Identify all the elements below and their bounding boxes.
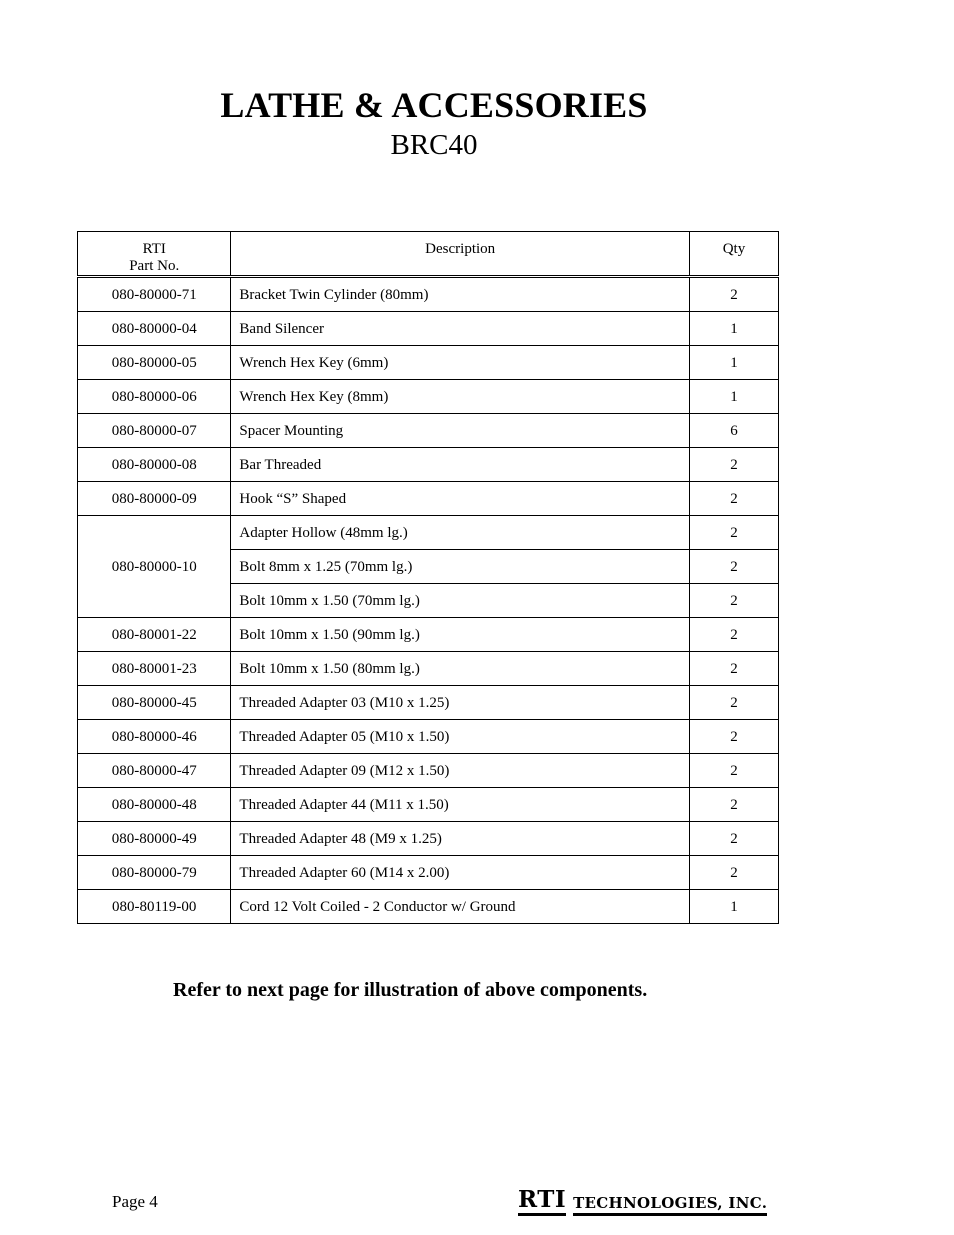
table-row xyxy=(78,448,779,482)
table-row xyxy=(78,856,779,890)
part-number-cell: 080-80000-10 xyxy=(78,516,231,618)
description-cell: Bolt 10mm x 1.50 (90mm lg.) xyxy=(231,618,689,652)
part-number-cell: 080-80000-71 xyxy=(78,277,231,312)
qty-cell: 2 xyxy=(689,277,778,312)
table-row xyxy=(78,788,779,822)
description-cell: Bolt 10mm x 1.50 (70mm lg.) xyxy=(231,584,689,618)
description-cell: Bolt 10mm x 1.50 (80mm lg.) xyxy=(231,652,689,686)
table-row xyxy=(78,380,779,414)
part-number-cell: 080-80000-05 xyxy=(78,346,231,380)
qty-cell: 2 xyxy=(689,550,778,584)
description-cell: Threaded Adapter 60 (M14 x 2.00) xyxy=(231,856,689,890)
table-row xyxy=(78,277,779,312)
table-row xyxy=(78,890,779,924)
illustration-note: Refer to next page for illustration of above components. xyxy=(173,979,648,1001)
logo-rti-text: RTI xyxy=(518,1187,566,1216)
parts-table xyxy=(77,231,779,924)
header-part-line2: Part No. xyxy=(129,258,180,274)
qty-cell: 2 xyxy=(689,720,778,754)
description-cell: Threaded Adapter 03 (M10 x 1.25) xyxy=(231,686,689,720)
part-number-cell: 080-80119-00 xyxy=(78,890,231,924)
qty-cell: 1 xyxy=(689,346,778,380)
description-cell: Cord 12 Volt Coiled - 2 Conductor w/ Ground xyxy=(231,890,689,924)
table-row xyxy=(78,482,779,516)
header-description: Description xyxy=(231,232,689,277)
description-cell: Wrench Hex Key (8mm) xyxy=(231,380,689,414)
description-cell: Band Silencer xyxy=(231,312,689,346)
table-row xyxy=(78,686,779,720)
description-cell: Hook “S” Shaped xyxy=(231,482,689,516)
qty-cell: 2 xyxy=(689,618,778,652)
qty-cell: 2 xyxy=(689,448,778,482)
description-cell: Threaded Adapter 09 (M12 x 1.50) xyxy=(231,754,689,788)
page-number: Page 4 xyxy=(112,1192,158,1211)
model-subtitle: BRC40 xyxy=(390,129,478,161)
part-number-cell: 080-80000-46 xyxy=(78,720,231,754)
part-number-cell: 080-80000-08 xyxy=(78,448,231,482)
table-row xyxy=(78,754,779,788)
table-row xyxy=(78,652,779,686)
qty-cell: 1 xyxy=(689,312,778,346)
qty-cell: 2 xyxy=(689,788,778,822)
qty-cell: 2 xyxy=(689,652,778,686)
qty-cell: 2 xyxy=(689,856,778,890)
description-cell: Threaded Adapter 48 (M9 x 1.25) xyxy=(231,822,689,856)
description-cell: Bracket Twin Cylinder (80mm) xyxy=(231,277,689,312)
table-body xyxy=(78,277,779,924)
qty-cell: 2 xyxy=(689,686,778,720)
description-cell: Threaded Adapter 44 (M11 x 1.50) xyxy=(231,788,689,822)
part-number-cell: 080-80000-07 xyxy=(78,414,231,448)
part-number-cell: 080-80000-06 xyxy=(78,380,231,414)
table-header xyxy=(78,232,779,277)
table-row xyxy=(78,720,779,754)
header-row xyxy=(78,232,779,277)
qty-cell: 6 xyxy=(689,414,778,448)
description-cell: Adapter Hollow (48mm lg.) xyxy=(231,516,689,550)
table-row xyxy=(78,516,779,550)
table-row xyxy=(78,414,779,448)
part-number-cell: 080-80000-09 xyxy=(78,482,231,516)
part-number-cell: 080-80000-48 xyxy=(78,788,231,822)
logo-company-text: TECHNOLOGIES, INC. xyxy=(573,1194,767,1216)
part-number-cell: 080-80001-22 xyxy=(78,618,231,652)
description-cell: Bar Threaded xyxy=(231,448,689,482)
table-row xyxy=(78,312,779,346)
table-row xyxy=(78,822,779,856)
part-number-cell: 080-80000-45 xyxy=(78,686,231,720)
qty-cell: 2 xyxy=(689,754,778,788)
qty-cell: 2 xyxy=(689,482,778,516)
header-part-line1: RTI xyxy=(142,241,166,257)
header-qty: Qty xyxy=(689,232,778,277)
description-cell: Bolt 8mm x 1.25 (70mm lg.) xyxy=(231,550,689,584)
part-number-cell: 080-80000-79 xyxy=(78,856,231,890)
description-cell: Threaded Adapter 05 (M10 x 1.50) xyxy=(231,720,689,754)
description-cell: Spacer Mounting xyxy=(231,414,689,448)
qty-cell: 2 xyxy=(689,516,778,550)
part-number-cell: 080-80000-49 xyxy=(78,822,231,856)
table-row xyxy=(78,346,779,380)
description-cell: Wrench Hex Key (6mm) xyxy=(231,346,689,380)
qty-cell: 2 xyxy=(689,584,778,618)
page-title: LATHE & ACCESSORIES xyxy=(220,85,648,125)
header-part-number xyxy=(78,232,231,277)
qty-cell: 2 xyxy=(689,822,778,856)
qty-cell: 1 xyxy=(689,890,778,924)
part-number-cell: 080-80000-47 xyxy=(78,754,231,788)
company-logo xyxy=(518,1186,767,1216)
part-number-cell: 080-80001-23 xyxy=(78,652,231,686)
part-number-cell: 080-80000-04 xyxy=(78,312,231,346)
table-row xyxy=(78,618,779,652)
qty-cell: 1 xyxy=(689,380,778,414)
